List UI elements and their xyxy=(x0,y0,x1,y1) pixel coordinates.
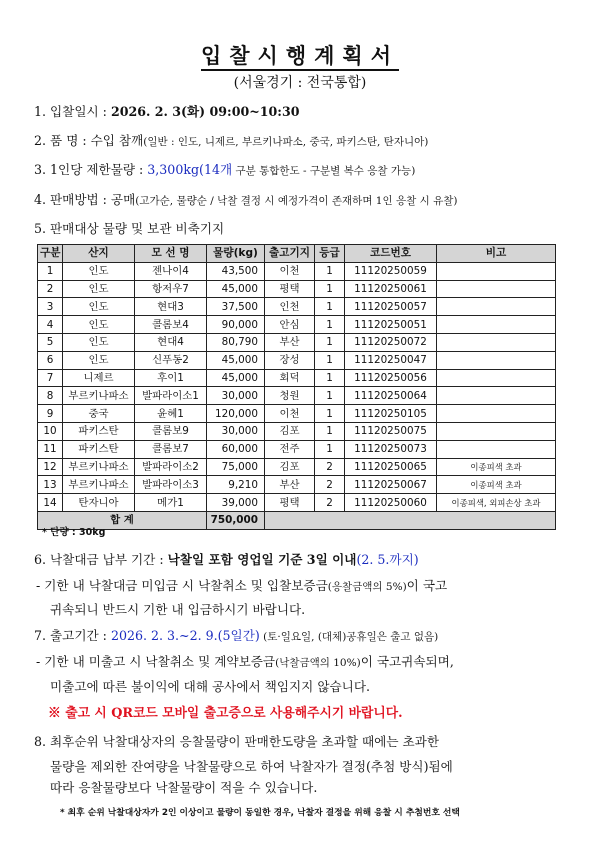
code-number-cell: 11120250057 xyxy=(345,298,437,316)
shipment-note-line1: - 기한 내 미출고 시 낙찰취소 및 계약보증금(낙찰금액의 10%)이 국고귀속되며, xyxy=(36,654,454,669)
item-lottery-line1: 8. 최후순위 낙찰대상자의 응찰물량이 판매한도량을 초과할 때에는 초과한 xyxy=(34,734,440,749)
total-label: 합 계 xyxy=(38,511,207,529)
remark-cell xyxy=(437,298,556,316)
remark-cell: 이종피색 초과 xyxy=(437,476,556,494)
code-number-cell: 11120250105 xyxy=(345,405,437,423)
code-number-cell: 11120250067 xyxy=(345,476,437,494)
remark-cell xyxy=(437,316,556,334)
origin-cell: 탄자니아 xyxy=(63,494,135,512)
grade-cell: 1 xyxy=(315,351,345,369)
remark-cell xyxy=(437,405,556,423)
item-lottery-line3: 따라 응찰물량보다 낙찰물량이 적을 수 있습니다. xyxy=(50,780,318,795)
vessel-name-cell: 메가1 xyxy=(135,494,207,512)
payment-note-line1: - 기한 내 낙찰대금 미입금 시 낙찰취소 및 입찰보증금(응찰금액의 5%)이 국고 xyxy=(36,578,448,593)
row-number-cell: 3 xyxy=(38,298,63,316)
grade-cell: 1 xyxy=(315,440,345,458)
header-cell: 물량(kg) xyxy=(207,245,265,263)
header-cell: 산지 xyxy=(63,245,135,263)
vessel-name-cell: 콜롬보9 xyxy=(135,422,207,440)
code-number-cell: 11120250059 xyxy=(345,262,437,280)
row-number-cell: 11 xyxy=(38,440,63,458)
code-number-cell: 11120250075 xyxy=(345,422,437,440)
warehouse-cell: 장성 xyxy=(265,351,315,369)
table-row xyxy=(38,387,556,405)
quantity-cell: 45,000 xyxy=(207,369,265,387)
page-subtitle: (서울경기 : 전국통합) xyxy=(233,75,367,91)
item-shipment-period: 7. 출고기간 : 2026. 2. 3.~2. 9.(5일간) (토·일요일, (대체)공휴일은 출고 없음) xyxy=(34,628,439,643)
grade-cell: 1 xyxy=(315,280,345,298)
origin-cell: 인도 xyxy=(63,316,135,334)
table-row xyxy=(38,369,556,387)
remark-cell xyxy=(437,440,556,458)
remark-cell xyxy=(437,369,556,387)
row-number-cell: 1 xyxy=(38,262,63,280)
header-cell: 코드번호 xyxy=(345,245,437,263)
origin-cell: 인도 xyxy=(63,298,135,316)
table-row xyxy=(38,333,556,351)
quantity-cell: 80,790 xyxy=(207,333,265,351)
origin-cell: 인도 xyxy=(63,280,135,298)
row-number-cell: 6 xyxy=(38,351,63,369)
quantity-cell: 75,000 xyxy=(207,458,265,476)
total-value: 750,000 xyxy=(207,511,265,529)
grade-cell: 2 xyxy=(315,476,345,494)
grade-cell: 1 xyxy=(315,422,345,440)
code-number-cell: 11120250072 xyxy=(345,333,437,351)
table-row xyxy=(38,280,556,298)
table-row xyxy=(38,405,556,423)
table-row xyxy=(38,262,556,280)
vessel-name-cell: 현대4 xyxy=(135,333,207,351)
row-number-cell: 12 xyxy=(38,458,63,476)
table-row xyxy=(38,476,556,494)
grade-cell: 1 xyxy=(315,262,345,280)
grade-cell: 1 xyxy=(315,333,345,351)
vessel-name-cell: 후이1 xyxy=(135,369,207,387)
origin-cell: 인도 xyxy=(63,351,135,369)
remark-cell: 이종피색, 외피손상 초과 xyxy=(437,494,556,512)
shipment-note-line2: 미출고에 따른 불이익에 대해 공사에서 책임지지 않습니다. xyxy=(50,679,370,694)
warehouse-cell: 안심 xyxy=(265,316,315,334)
header-cell: 모 선 명 xyxy=(135,245,207,263)
item-purchase-limit: 3. 1인당 제한물량 : 3,300kg(14개 구분 통합한도 - 구분별 복수 응찰 가능) xyxy=(34,162,416,177)
origin-cell: 파키스탄 xyxy=(63,422,135,440)
quantity-cell: 30,000 xyxy=(207,387,265,405)
page-title: 입찰시행계획서 xyxy=(0,40,600,70)
vessel-name-cell: 발파라이소2 xyxy=(135,458,207,476)
warehouse-cell: 평택 xyxy=(265,494,315,512)
warehouse-cell: 인천 xyxy=(265,298,315,316)
quantity-cell: 30,000 xyxy=(207,422,265,440)
vessel-name-cell: 발파라이소1 xyxy=(135,387,207,405)
origin-cell: 부르키나파소 xyxy=(63,458,135,476)
remark-cell xyxy=(437,422,556,440)
code-number-cell: 11120250060 xyxy=(345,494,437,512)
grade-cell: 1 xyxy=(315,387,345,405)
sale-target-table xyxy=(37,244,556,530)
header-cell: 구분 xyxy=(38,245,63,263)
table-body xyxy=(38,262,556,511)
warehouse-cell: 부산 xyxy=(265,333,315,351)
row-number-cell: 9 xyxy=(38,405,63,423)
quantity-cell: 9,210 xyxy=(207,476,265,494)
code-number-cell: 11120250061 xyxy=(345,280,437,298)
quantity-cell: 45,000 xyxy=(207,280,265,298)
row-number-cell: 13 xyxy=(38,476,63,494)
item-product-name: 2. 품 명 : 수입 참깨(일반 : 인도, 니제르, 부르키나파소, 중국, 파키스탄, 탄자니아) xyxy=(34,133,429,148)
code-number-cell: 11120250065 xyxy=(345,458,437,476)
remark-cell xyxy=(437,262,556,280)
quantity-cell: 43,500 xyxy=(207,262,265,280)
vessel-name-cell: 콜롬보4 xyxy=(135,316,207,334)
quantity-cell: 60,000 xyxy=(207,440,265,458)
table-header-row xyxy=(38,245,556,263)
table-row xyxy=(38,316,556,334)
vessel-name-cell: 신푸동2 xyxy=(135,351,207,369)
vessel-name-cell: 콜롬보7 xyxy=(135,440,207,458)
warehouse-cell: 이천 xyxy=(265,405,315,423)
warehouse-cell: 회덕 xyxy=(265,369,315,387)
row-number-cell: 7 xyxy=(38,369,63,387)
grade-cell: 1 xyxy=(315,369,345,387)
origin-cell: 부르키나파소 xyxy=(63,476,135,494)
warehouse-cell: 김포 xyxy=(265,422,315,440)
grade-cell: 2 xyxy=(315,458,345,476)
origin-cell: 부르키나파소 xyxy=(63,387,135,405)
remark-cell xyxy=(437,333,556,351)
grade-cell: 1 xyxy=(315,405,345,423)
warehouse-cell: 김포 xyxy=(265,458,315,476)
quantity-cell: 45,000 xyxy=(207,351,265,369)
grade-cell: 2 xyxy=(315,494,345,512)
grade-cell: 1 xyxy=(315,316,345,334)
warehouse-cell: 전주 xyxy=(265,440,315,458)
code-number-cell: 11120250051 xyxy=(345,316,437,334)
footnote: * 최후 순위 낙찰대상자가 2인 이상이고 물량이 동일한 경우, 낙찰자 결정을 위해 응찰 시 추첨번호 선택 xyxy=(60,808,460,818)
remark-cell xyxy=(437,387,556,405)
header-cell: 비고 xyxy=(437,245,556,263)
vessel-name-cell: 항저우7 xyxy=(135,280,207,298)
total-empty-cell xyxy=(265,511,556,529)
warehouse-cell: 평택 xyxy=(265,280,315,298)
table-row xyxy=(38,298,556,316)
payment-note-line2: 귀속되니 반드시 기한 내 입금하시기 바랍니다. xyxy=(50,602,306,617)
warehouse-cell: 청원 xyxy=(265,387,315,405)
row-number-cell: 4 xyxy=(38,316,63,334)
warehouse-cell: 이천 xyxy=(265,262,315,280)
code-number-cell: 11120250056 xyxy=(345,369,437,387)
table-row xyxy=(38,440,556,458)
origin-cell: 파키스탄 xyxy=(63,440,135,458)
item-bid-datetime: 1. 입찰일시 : 2026. 2. 3(화) 09:00~10:30 xyxy=(34,104,300,119)
remark-cell xyxy=(437,280,556,298)
qr-warning: ※ 출고 시 QR코드 모바일 출고증으로 사용해주시기 바랍니다. xyxy=(48,706,403,721)
item-sale-method: 4. 판매방법 : 공매(고가순, 물량순 / 낙찰 결정 시 예정가격이 존재하며 1인 응찰 시 유찰) xyxy=(34,192,458,207)
header-cell: 출고기지 xyxy=(265,245,315,263)
table-row xyxy=(38,422,556,440)
row-number-cell: 10 xyxy=(38,422,63,440)
origin-cell: 인도 xyxy=(63,262,135,280)
remark-cell: 이종피색 초과 xyxy=(437,458,556,476)
table-row xyxy=(38,494,556,512)
unit-note: * 단량 : 30kg xyxy=(42,527,106,538)
code-number-cell: 11120250064 xyxy=(345,387,437,405)
item-lottery-line2: 물량을 제외한 잔여량을 낙찰물량으로 하여 낙찰자가 결정(추첨 방식)됨에 xyxy=(50,759,453,774)
table-row xyxy=(38,351,556,369)
vessel-name-cell: 젠나이4 xyxy=(135,262,207,280)
origin-cell: 중국 xyxy=(63,405,135,423)
quantity-cell: 37,500 xyxy=(207,298,265,316)
origin-cell: 니제르 xyxy=(63,369,135,387)
row-number-cell: 5 xyxy=(38,333,63,351)
row-number-cell: 8 xyxy=(38,387,63,405)
remark-cell xyxy=(437,351,556,369)
grade-cell: 1 xyxy=(315,298,345,316)
quantity-cell: 120,000 xyxy=(207,405,265,423)
row-number-cell: 14 xyxy=(38,494,63,512)
quantity-cell: 39,000 xyxy=(207,494,265,512)
vessel-name-cell: 현대3 xyxy=(135,298,207,316)
row-number-cell: 2 xyxy=(38,280,63,298)
quantity-cell: 90,000 xyxy=(207,316,265,334)
warehouse-cell: 부산 xyxy=(265,476,315,494)
table-total-row xyxy=(38,511,556,529)
code-number-cell: 11120250073 xyxy=(345,440,437,458)
header-cell: 등급 xyxy=(315,245,345,263)
item-payment-period: 6. 낙찰대금 납부 기간 : 낙찰일 포함 영업일 기준 3일 이내(2. 5.까지) xyxy=(34,552,419,567)
item-sale-target: 5. 판매대상 물량 및 보관 비축기지 xyxy=(34,221,225,236)
vessel-name-cell: 윤혜1 xyxy=(135,405,207,423)
code-number-cell: 11120250047 xyxy=(345,351,437,369)
origin-cell: 인도 xyxy=(63,333,135,351)
vessel-name-cell: 발파라이소3 xyxy=(135,476,207,494)
table-row xyxy=(38,458,556,476)
